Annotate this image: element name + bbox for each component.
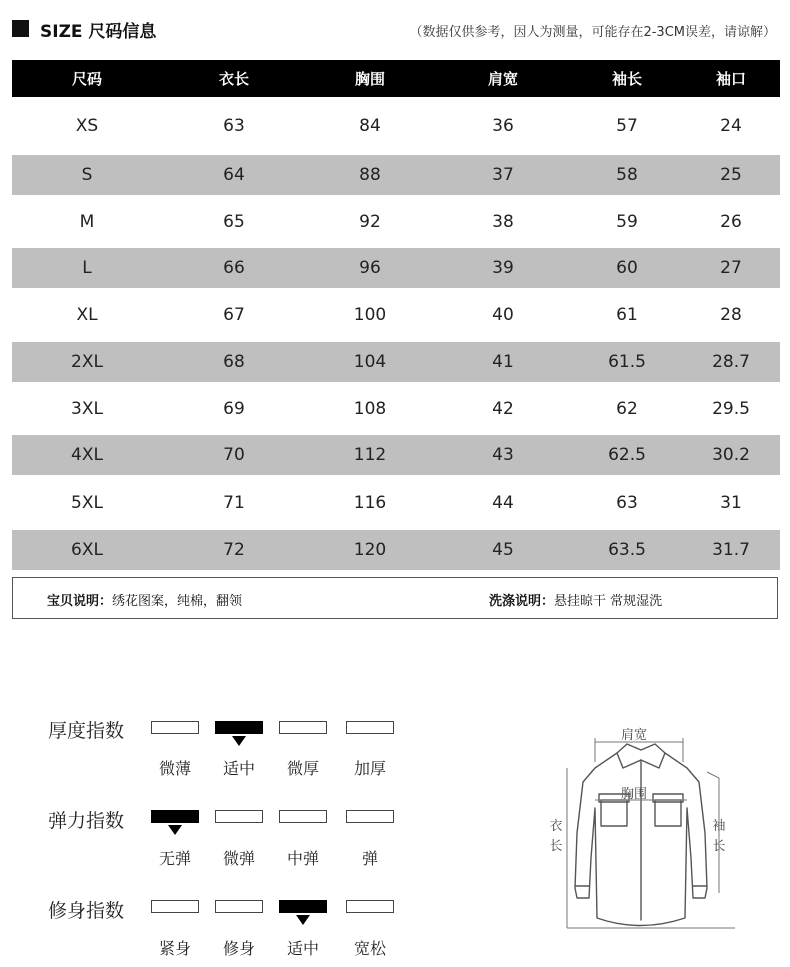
elasticity-option-label: 弹 [361, 849, 378, 868]
table-cell: 120 [353, 540, 387, 560]
table-row [12, 382, 780, 435]
fit-option-label: 修身 [222, 939, 255, 958]
table-cell: 66 [223, 258, 245, 278]
elasticity-index-label: 弹力指数 [48, 810, 125, 832]
fit-option-box-selected [279, 900, 327, 913]
table-cell: XL [76, 305, 98, 325]
measurement-note: （数据仅供参考，因人为测量，可能存在2-3CM误差，请谅解） [409, 25, 776, 40]
table-cell: 6XL [71, 540, 103, 560]
elasticity-option-label: 微弹 [222, 849, 255, 868]
thickness-option-box-selected [215, 721, 263, 734]
column-header: 肩宽 [487, 70, 518, 88]
table-row [12, 97, 780, 155]
table-cell: S [81, 165, 93, 185]
table-row [12, 155, 780, 195]
fit-option-label: 紧身 [158, 939, 191, 958]
column-header: 尺码 [71, 70, 102, 88]
product-description-key: 宝贝说明： [47, 594, 113, 609]
elasticity-option-label: 中弹 [286, 849, 319, 868]
table-cell: 71 [223, 492, 245, 513]
length-label: 衣长 [549, 819, 563, 854]
table-cell: 4XL [71, 445, 103, 465]
table-cell: 3XL [71, 398, 103, 419]
thickness-option-label: 适中 [222, 759, 255, 778]
table-row [12, 475, 780, 530]
table-row [12, 435, 780, 475]
thickness-option-box [346, 721, 394, 734]
table-cell: 36 [492, 116, 514, 136]
table-cell: 28.7 [712, 352, 750, 372]
thickness-option-box [279, 721, 327, 734]
table-row [12, 195, 780, 248]
table-cell: 57 [616, 116, 638, 136]
table-cell: 64 [223, 165, 245, 185]
wash-instructions-key: 洗涤说明： [489, 594, 555, 609]
table-cell: 26 [720, 211, 742, 232]
elasticity-option-box [215, 810, 263, 823]
table-row [12, 288, 780, 342]
table-row [12, 342, 780, 382]
table-cell: 44 [492, 492, 514, 513]
table-cell: 63 [223, 116, 245, 136]
table-cell: XS [75, 116, 99, 136]
table-cell: 27 [720, 258, 742, 278]
product-description-value: 绣花图案，纯棉，翻领 [112, 594, 243, 609]
selected-indicator-icon [232, 736, 246, 746]
elasticity-option-label: 无弹 [158, 849, 191, 868]
product-description [47, 590, 242, 609]
table-cell: 67 [223, 305, 245, 325]
table-cell: 65 [223, 211, 245, 232]
thickness-option-box [151, 721, 199, 734]
table-cell: 88 [359, 165, 381, 185]
table-cell: 63.5 [608, 540, 646, 560]
table-cell: 108 [353, 398, 387, 419]
table-cell: 104 [353, 352, 387, 372]
page-title: SIZE 尺码信息 [40, 22, 157, 42]
table-cell: 59 [616, 211, 638, 232]
table-cell: 68 [223, 352, 245, 372]
column-header: 袖长 [611, 70, 642, 88]
fit-option-box [151, 900, 199, 913]
table-cell: 28 [720, 305, 742, 325]
table-cell: 100 [353, 305, 387, 325]
fit-option-box [215, 900, 263, 913]
chest-label: 胸围 [621, 787, 648, 802]
table-cell: 63 [616, 492, 638, 513]
table-cell: 62 [616, 398, 638, 419]
column-header: 衣长 [218, 70, 249, 88]
shoulder-width-label: 肩宽 [621, 728, 648, 743]
fit-option-label: 宽松 [353, 939, 386, 958]
table-cell: 70 [223, 445, 245, 465]
table-cell: 38 [492, 211, 514, 232]
fit-option-label: 适中 [286, 939, 319, 958]
table-cell: 60 [616, 258, 638, 278]
wash-instructions [489, 590, 662, 609]
table-cell: 39 [492, 258, 514, 278]
table-cell: 41 [492, 352, 514, 372]
elasticity-option-box [279, 810, 327, 823]
elasticity-option-box-selected [151, 810, 199, 823]
wash-instructions-value: 悬挂晾干 常规湿洗 [554, 594, 663, 609]
selected-indicator-icon [168, 825, 182, 835]
fit-index-label: 修身指数 [48, 900, 125, 922]
table-cell: 61 [616, 305, 638, 325]
size-header [12, 14, 782, 44]
table-cell: M [79, 211, 95, 232]
sleeve-length-label: 袖长 [712, 819, 726, 854]
thickness-option-label: 微厚 [286, 759, 319, 778]
table-cell: 25 [720, 165, 742, 185]
table-cell: 31.7 [712, 540, 750, 560]
table-cell: 2XL [71, 352, 103, 372]
table-cell: 112 [353, 445, 387, 465]
table-cell: 31 [720, 492, 742, 513]
size-table [12, 60, 780, 570]
header-square-icon [12, 20, 29, 37]
table-cell: 30.2 [712, 445, 750, 465]
fit-option-box [346, 900, 394, 913]
table-cell: 84 [359, 116, 381, 136]
shirt-diagram-icon [555, 738, 745, 938]
table-cell: 96 [359, 258, 381, 278]
table-cell: 92 [359, 211, 381, 232]
column-header: 胸围 [354, 70, 385, 88]
table-cell: 37 [492, 165, 514, 185]
table-row [12, 248, 780, 288]
table-cell: 72 [223, 540, 245, 560]
product-description-box [12, 577, 778, 619]
table-cell: 62.5 [608, 445, 646, 465]
thickness-option-label: 微薄 [158, 759, 191, 778]
table-cell: 116 [353, 492, 387, 513]
table-header-row [12, 60, 780, 97]
table-cell: 42 [492, 398, 514, 419]
table-cell: 29.5 [712, 398, 750, 419]
table-cell: L [82, 258, 92, 278]
table-cell: 43 [492, 445, 514, 465]
table-cell: 61.5 [608, 352, 646, 372]
table-cell: 45 [492, 540, 514, 560]
table-cell: 40 [492, 305, 514, 325]
table-cell: 5XL [71, 492, 103, 513]
column-header: 袖口 [715, 70, 746, 88]
thickness-index-label: 厚度指数 [48, 720, 125, 742]
table-cell: 58 [616, 165, 638, 185]
thickness-option-label: 加厚 [353, 759, 386, 778]
elasticity-option-box [346, 810, 394, 823]
table-row [12, 530, 780, 570]
table-cell: 69 [223, 398, 245, 419]
table-cell: 24 [720, 116, 742, 136]
selected-indicator-icon [296, 915, 310, 925]
